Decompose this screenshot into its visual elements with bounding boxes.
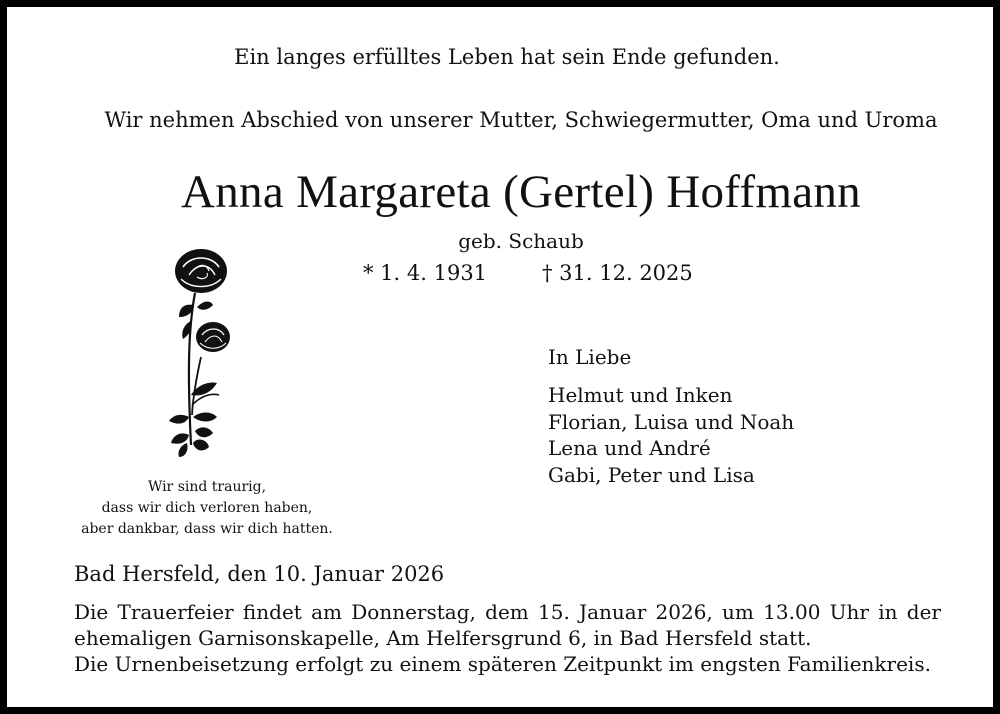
mourners-intro: In Liebe [548, 345, 632, 369]
mourners-list [548, 382, 794, 488]
quote-line: dass wir dich verloren haben, [101, 500, 313, 516]
maiden-name: geb. Schaub [458, 229, 584, 253]
mourner-entry: Helmut und Inken [548, 383, 733, 407]
death-date: † 31. 12. 2025 [542, 261, 693, 285]
mourner-entry: Lena und André [548, 436, 711, 460]
birth-date: * 1. 4. 1931 [363, 261, 488, 285]
quote [47, 477, 367, 540]
mourner-entry: Florian, Luisa und Noah [548, 409, 795, 434]
intro-line: Ein langes erfülltes Leben hat sein Ende gefunden. [234, 45, 780, 69]
farewell-line: Wir nehmen Abschied von unserer Mutter, Schwiegermutter, Oma und Uroma [104, 108, 938, 132]
notice-line: ehemaligen Garnisonskapelle, Am Helfersgrund 6, in Bad Hersfeld statt. [74, 626, 812, 650]
notice-line: Die Trauerfeier findet am Donnerstag, dem 15. Januar 2026, um 13.00 Uhr in der [74, 600, 941, 624]
funeral-notice [74, 599, 941, 677]
quote-line: aber dankbar, dass wir dich hatten. [81, 521, 333, 537]
mourner-entry: Gabi, Peter und Lisa [548, 462, 755, 487]
quote-line: Wir sind traurig, [147, 479, 267, 495]
deceased-name: Anna Margareta (Gertel) Hoffmann [181, 166, 861, 218]
notice-line: Die Urnenbeisetzung erfolgt zu einem späteren Zeitpunkt im engsten Familienkreis. [74, 652, 931, 676]
rose-icon [167, 245, 247, 467]
place-date: Bad Hersfeld, den 10. Januar 2026 [74, 562, 445, 586]
